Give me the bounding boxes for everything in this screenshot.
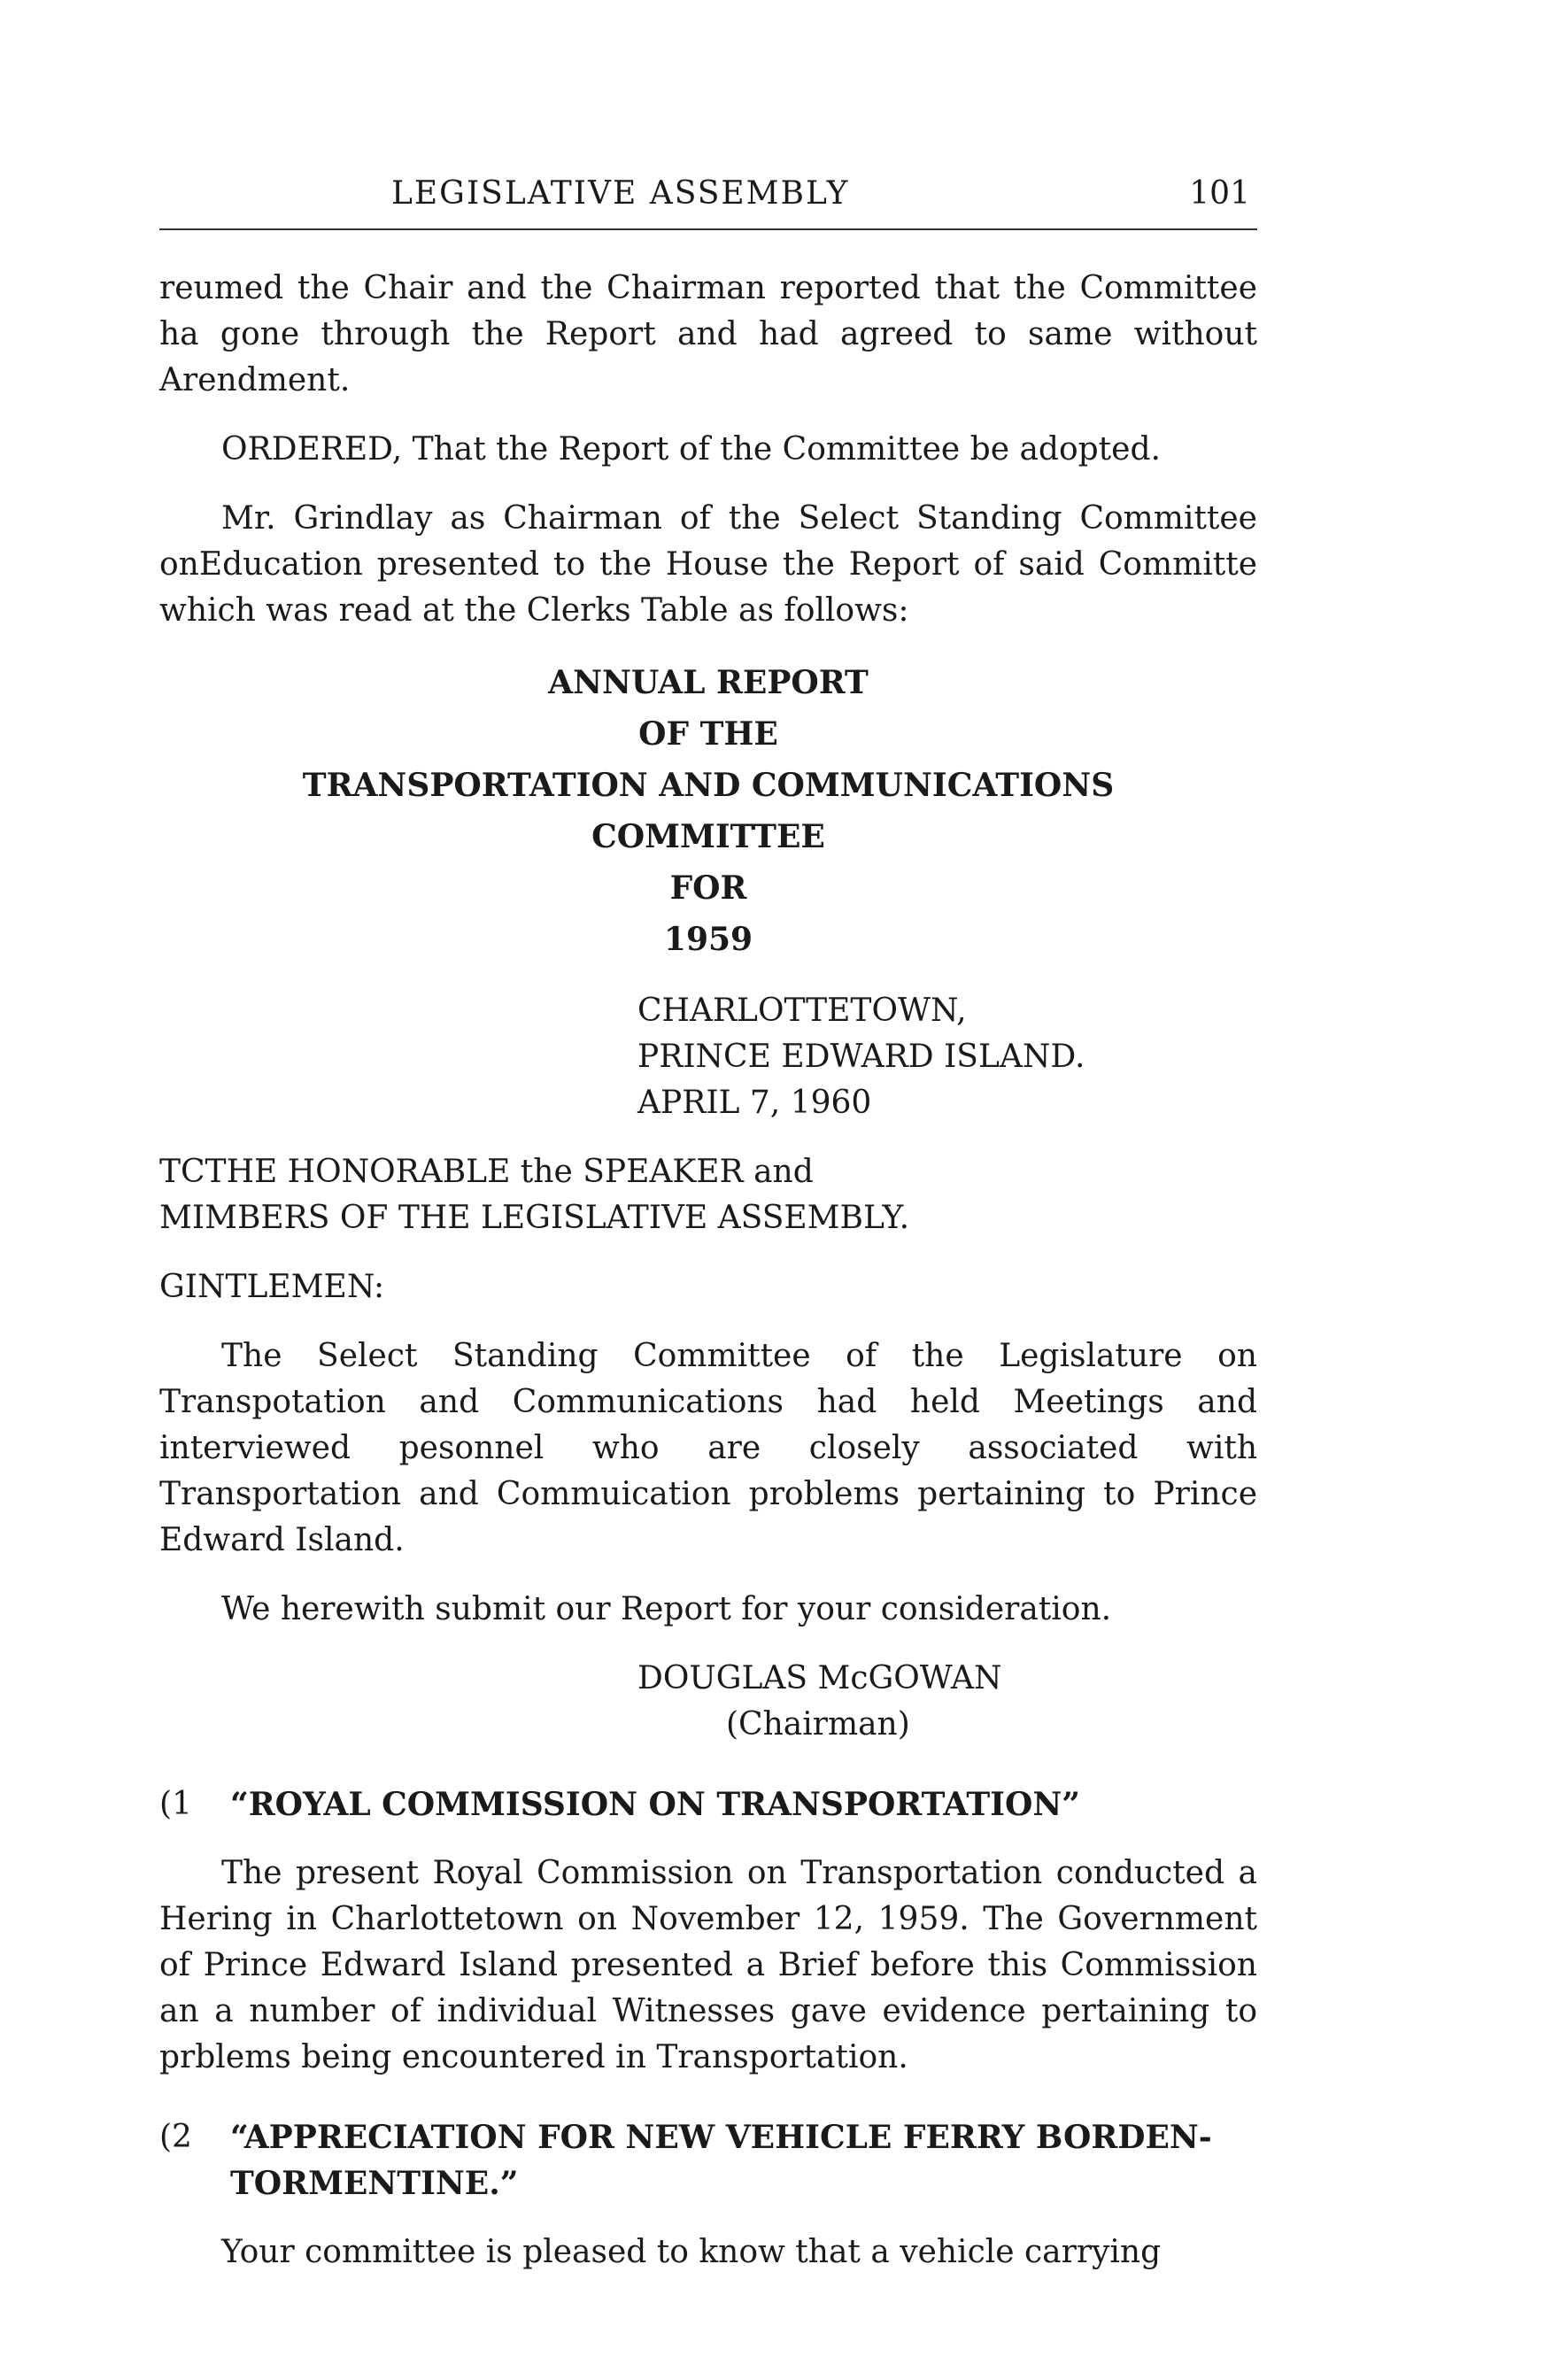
signature-block bbox=[159, 1656, 1257, 1748]
signature-name: DOUGLAS McGOWAN bbox=[637, 1660, 1002, 1696]
report-title-line: OF THE bbox=[638, 715, 778, 753]
paragraph-grindlay: Mr. Grindlay as Chairman of the Select Standing Committee onEducation presented to the House the Report of said Committe which was read at the Clerks Table as follows: bbox=[159, 500, 1257, 629]
section-number: (2 bbox=[159, 2119, 192, 2155]
report-title-line: ANNUAL REPORT bbox=[548, 664, 869, 701]
dateline-city: CHARLOTTETOWN, bbox=[637, 993, 967, 1029]
dateline-province: PRINCE EDWARD ISLAND. bbox=[637, 1039, 1085, 1075]
paragraph-ordered: ORDERED, That the Report of the Committee be adopted. bbox=[221, 431, 1161, 468]
section-number: (1 bbox=[159, 1786, 192, 1822]
address-line: MIMBERS OF THE LEGISLATIVE ASSEMBLY. bbox=[159, 1200, 910, 1236]
letter-paragraph: The Select Standing Committee of the Legislature on Transpotation and Communications had held Meetings and interviewed pesonnel who are closely associated with Transportation and Commuication problems pertaining to Prince Edward Island. bbox=[159, 1338, 1257, 1558]
paragraph-committee-report: reumed the Chair and the Chairman reported that the Committee ha gone through the Report and had agreed to same without Arendment. bbox=[159, 270, 1257, 398]
section-heading bbox=[159, 1781, 1257, 1828]
dateline-date: APRIL 7, 1960 bbox=[637, 1085, 872, 1121]
salutation: GINTLEMEN: bbox=[159, 1269, 385, 1305]
signature-title: (Chairman) bbox=[726, 1706, 910, 1742]
report-title-line: COMMITTEE bbox=[591, 818, 825, 855]
section-heading bbox=[159, 2114, 1257, 2206]
address-line: TCTHE HONORABLE the SPEAKER and bbox=[159, 1154, 814, 1190]
section-text: The present Royal Commission on Transportation conducted a Hering in Charlottetown on November 12, 1959. The Government of Prince Edward Island presented a Brief before this Commission an a number of individual Witnesses gave evidence pertaining to prblems being encountered in Transportation. bbox=[159, 1855, 1257, 2075]
section-title: “APPRECIATION FOR NEW VEHICLE FERRY BORDEN-TORMENTINE.” bbox=[230, 2119, 1212, 2202]
section-text: Your committee is pleased to know that a vehicle carrying bbox=[221, 2234, 1162, 2270]
dateline bbox=[637, 988, 1257, 1126]
section-title: “ROYAL COMMISSION ON TRANSPORTATION” bbox=[230, 1786, 1080, 1823]
page-number: 101 bbox=[1189, 175, 1250, 212]
running-head: LEGISLATIVE ASSEMBLY bbox=[391, 175, 850, 212]
page-body bbox=[159, 266, 1257, 2276]
report-title-line: TRANSPORTATION AND COMMUNICATIONS bbox=[302, 767, 1115, 804]
report-title-line: FOR bbox=[669, 869, 747, 907]
report-title bbox=[159, 657, 1257, 965]
address-block bbox=[159, 1149, 1257, 1310]
letter-paragraph: We herewith submit our Report for your consideration. bbox=[221, 1591, 1112, 1627]
page-header bbox=[159, 166, 1257, 230]
report-title-line: 1959 bbox=[663, 921, 753, 958]
